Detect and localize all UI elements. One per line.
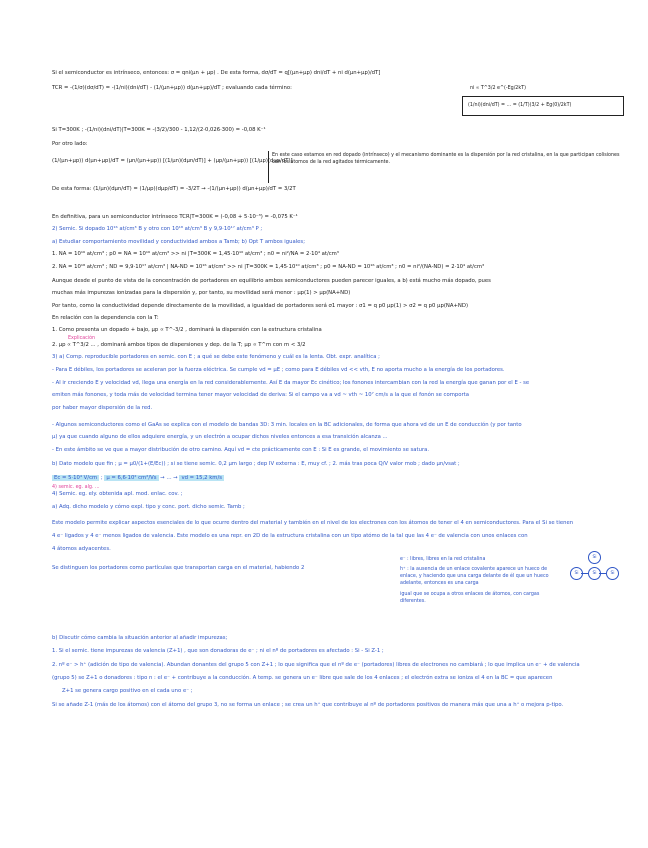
pink-label-2: 4) semic. eg. alg. ... bbox=[52, 485, 100, 490]
part1-line-3-right: En este caso estamos en red dopado (intrínseco) y el mecanismo dominante es la dispersión por la red cristalina, en la que participan colisiones con los átomos de la red agitados térmicamente. bbox=[272, 153, 620, 165]
part1-line-8: 1. NA = 10¹⁶ at/cm³ ; p0 = NA = 10¹⁶ at/cm³ >> ni |T=300K = 1,45·10¹⁰ at/cm³ ; n0 = ni²/NA = 2·10⁴ at/cm³ bbox=[52, 251, 339, 257]
part1-line-4: De esta forma: (1/μn)(dμn/dT) = (1/μp)(dμp/dT) = -3/2T → -(1/(μn+μp)) d(μn+μp)/dT = 3/2T bbox=[52, 186, 296, 192]
part2-line-10: Ec = 5·10⁴ V/cm ; μ = 6,6·10² cm²/Vs → … → vd = 15,2 km/s bbox=[54, 475, 222, 481]
part2-line-7: μ) ya que cuando alguno de ellos adquiere energía, y un electrón a ocupar dichos niveles entonces a esa transición alcanza ... bbox=[52, 434, 388, 440]
part1-line-3: (1/(μn+μp)) d(μn+μp)/dT = (μn/(μn+μp)) [(1/μn)(dμn/dT)] + (μp/(μn+μp)) [(1/μp)(dμp/dT)] bbox=[52, 158, 293, 164]
carrier-hole-note: h⁺ : la ausencia de un enlace covalente aparece un hueco de enlace, y haciendo que una carga delante de él que un hueco adelante, entonces es una carga bbox=[400, 567, 549, 586]
part2-line-11: 4) Semic. eg. ely. obtenida apl. mod. enlac. cov. ; bbox=[52, 491, 183, 497]
part1-line-12: Por tanto, como la conductividad depende directamente de la movilidad, a igualdad de portadores será σ1 mayor : σ1 = q p0 μp(1) > σ2 = q p0 μp(NA+ND) bbox=[52, 303, 469, 309]
part1-line-14: 1. Como presenta un dopado + bajo, μp ∝ T^-3/2 , dominará la dispersión con la estructura cristalina bbox=[52, 327, 322, 333]
part1-line-15: 2. μp ∝ T^3/2 ... , dominará ambos tipos de dispersiones y dep. de la T; μp ∝ T^m con m < 3/2 bbox=[52, 342, 306, 348]
part2-line-12: a) Adq. dicho modelo y cómo expl. tipo y conc. port. dicho semic. Tamb ; bbox=[52, 504, 245, 510]
part2-line-9: b) Dato modelo que fin ; μ = μ0/(1+(E/Ec)) ; si se tiene semic. 0,2 μm largo ; dep IV externa : E, muy cf. ; 2. más tras poca Q/V valor mob ; dado μn/vsat ; bbox=[52, 461, 460, 467]
part1-line-9: 2. NA = 10¹⁸ at/cm³ ; ND = 9,9·10¹⁷ at/cm³ | NA-ND = 10¹⁶ at/cm³ >> ni |T=300K = 1,45·10¹⁰ at/cm³ ; p0 = NA-ND = 10¹⁶ at/cm³ ; n0 = ni²/(NA-ND) = 2·10⁴ at/cm³ bbox=[52, 264, 485, 270]
part2-line-16: Se distinguen los portadores como partículas que transportan carga en el material, habiendo 2 bbox=[52, 565, 305, 571]
part1-line-6: 2) Semic. Si dopado 10¹⁶ at/cm³ B y otro con 10¹⁸ at/cm³ B y 9,9·10¹⁷ at/cm³ P ; bbox=[52, 226, 263, 232]
part2-line-1: 3) a) Comp. reproducible portadores en semic. con E ; a qué se debe este fenómeno y cuál es la lenta. Obt. expr. analítica ; bbox=[52, 354, 380, 360]
header-line-2: TCR = -(1/σ)(dσ/dT) = -(1/ni)(dni/dT) - (1/(μn+μp)) d(μn+μp)/dT ; evaluando cada término: bbox=[52, 85, 292, 91]
part2-line-6: - Algunos semiconductores como el GaAs se explica con el modelo de bandas 3D: 3 min. locales en la BC adicionales, de forma que ahora vd de un E de conducción (y por tanto bbox=[52, 422, 522, 428]
part1-line-11: muchas más impurezas ionizadas para la dispersión y, por tanto, su movilidad será menor : μp(1) > μp(NA+ND) bbox=[52, 290, 351, 296]
part2-line-21: Z+1 se genera cargo positivo en el cada uno e⁻ ; bbox=[62, 688, 193, 694]
highlight-ec: Ec = 5·10⁴ V/cm bbox=[54, 475, 98, 481]
part2-line-15: 4 átomos adyacentes. bbox=[52, 546, 111, 552]
part2-line-14: 4 e⁻ ligados y 4 e⁻ menos ligados de valencia. Este modelo es una repr. en 2D de la estructura cristalina con un tipo atómo de la tal que las 4 e⁻ de valencia con unos enlaces con bbox=[52, 533, 528, 539]
lattice-atom-left: Si bbox=[570, 567, 583, 580]
part2-line-3: - Al ir creciendo E y velocidad vd, llega una energía en la red considerablemente. Así E da mayor Ec cinético; los fonones intercambian con la red la energía que ganan por el E - se bbox=[52, 380, 530, 386]
part2-line-20: (grupo 5) se Z+1 o donadores : tipo n : el e⁻ + contribuye a la conducción. A temp. se genera un e⁻ libre que sale de los 4 enlaces ; el electrón extra se ioniza el 4 en la BC = que aparecen bbox=[52, 675, 553, 681]
part2-line-18: 1. Si el semic. tiene impurezas de valencia (Z+1) , que son donadoras de e⁻ ; ni el nº de portadores es afectado : Si - Si Z-1 ; bbox=[52, 648, 384, 654]
carrier-hole-note-2: igual que se ocupa a otros enlaces de átomos, con cargas diferentes. bbox=[400, 592, 540, 604]
part1-line-10: Aunque desde el punto de vista de la concentración de portadores en equilibrio ambos semiconductores pueden parecer iguales, a b) está mucho más dopado, pues bbox=[52, 278, 491, 284]
part1-line-7: a) Estudiar comportamiento movilidad y conductividad ambos a Tamb; b) Opt T ambos iguales; bbox=[52, 239, 305, 245]
pink-label-1: Explicación bbox=[68, 336, 96, 341]
part1-line-2: Por otro lado: bbox=[52, 141, 88, 147]
part2-line-17: b) Discutir cómo cambia la situación anterior al añadir impurezas; bbox=[52, 635, 228, 641]
part2-line-13: Este modelo permite explicar aspectos esenciales de lo que ocurre dentro del material y también en el nivel de los electrones con los átomos de tener el 4 en semiconductores. Para el Si se tienen bbox=[52, 520, 574, 526]
lattice-atom-center: Si bbox=[588, 567, 601, 580]
highlight-vd: vd = 15,2 km/s bbox=[181, 475, 222, 481]
divider-bar bbox=[268, 151, 269, 183]
carrier-electron-note: e⁻ : libres, libres en la red cristalina bbox=[400, 557, 486, 562]
header-line-2-right: ni ∝ T^3/2 e^(-Eg/2kT) bbox=[470, 86, 526, 91]
part1-line-1: Si T=300K ; -(1/ni)(dni/dT)|T=300K = -(3/2)/300 - 1,12/(2·0,026·300) = -0,08 K⁻¹ bbox=[52, 127, 266, 133]
part2-line-2: - Para E débiles, los portadores se aceleran por la fuerza eléctrica. Se cumple vd = μE ; como para E débiles vd << vth, E no aporta mucho a la energía de los portadores. bbox=[52, 367, 505, 373]
part1-line-5: En definitiva, para un semiconductor intrínseco TCR|T=300K = (-0,08 + 5·10⁻³) = -0,075 K⁻¹ bbox=[52, 214, 298, 220]
part2-line-4: emiten más fonones, y toda más de velocidad termina tener mayor velocidad de deriva: Si el campo va a vd ~ vth ~ 10⁷ cm/s a la que el fonón se comporta bbox=[52, 392, 469, 398]
part1-line-13: En relación con la dependencia con la T: bbox=[52, 315, 159, 321]
part2-line-22: Si se añade Z-1 (más de los átomos) con el átomo del grupo 3, no se forma un enlace ; se crea un h⁺ que contribuye al nº de portadores positivos de manera más que una a h⁺ o mejora p-tipo. bbox=[52, 702, 564, 708]
part2-line-5: por haber mayor dispersión de la red. bbox=[52, 405, 153, 411]
bond-right bbox=[599, 573, 606, 574]
header-line-3: (1/ni)(dni/dT) = ... = (1/T)(3/2 + Eg(0)/2kT) bbox=[468, 103, 572, 108]
lattice-atom-right: Si bbox=[606, 567, 619, 580]
header-line-1: Si el semiconductor es intrínseco, entonces: σ = qni(μn + μp) . De esta forma, dσ/dT = q[(μn+μp) dni/dT + ni d(μn+μp)/dT] bbox=[52, 70, 381, 76]
part2-line-19: 2. nº e⁻ > h⁺ (adición de tipo de valencia). Abundan donantes del grupo 5 con Z+1 ; lo que significa que el nº de e⁻ (portadores) libres de electrones no cambiará ; lo que implica un e⁻ + de valencia bbox=[52, 662, 580, 668]
lattice-atom-top: Si bbox=[588, 551, 601, 564]
bond-left bbox=[581, 573, 588, 574]
highlight-mu: μ = 6,6·10² cm²/Vs bbox=[106, 475, 157, 481]
part2-line-8: - En este ámbito se ve que a mayor distribución de otro camino. Aquí vd = cte prácticamente con E : Si E es grande, el movimiento se satura. bbox=[52, 447, 430, 453]
